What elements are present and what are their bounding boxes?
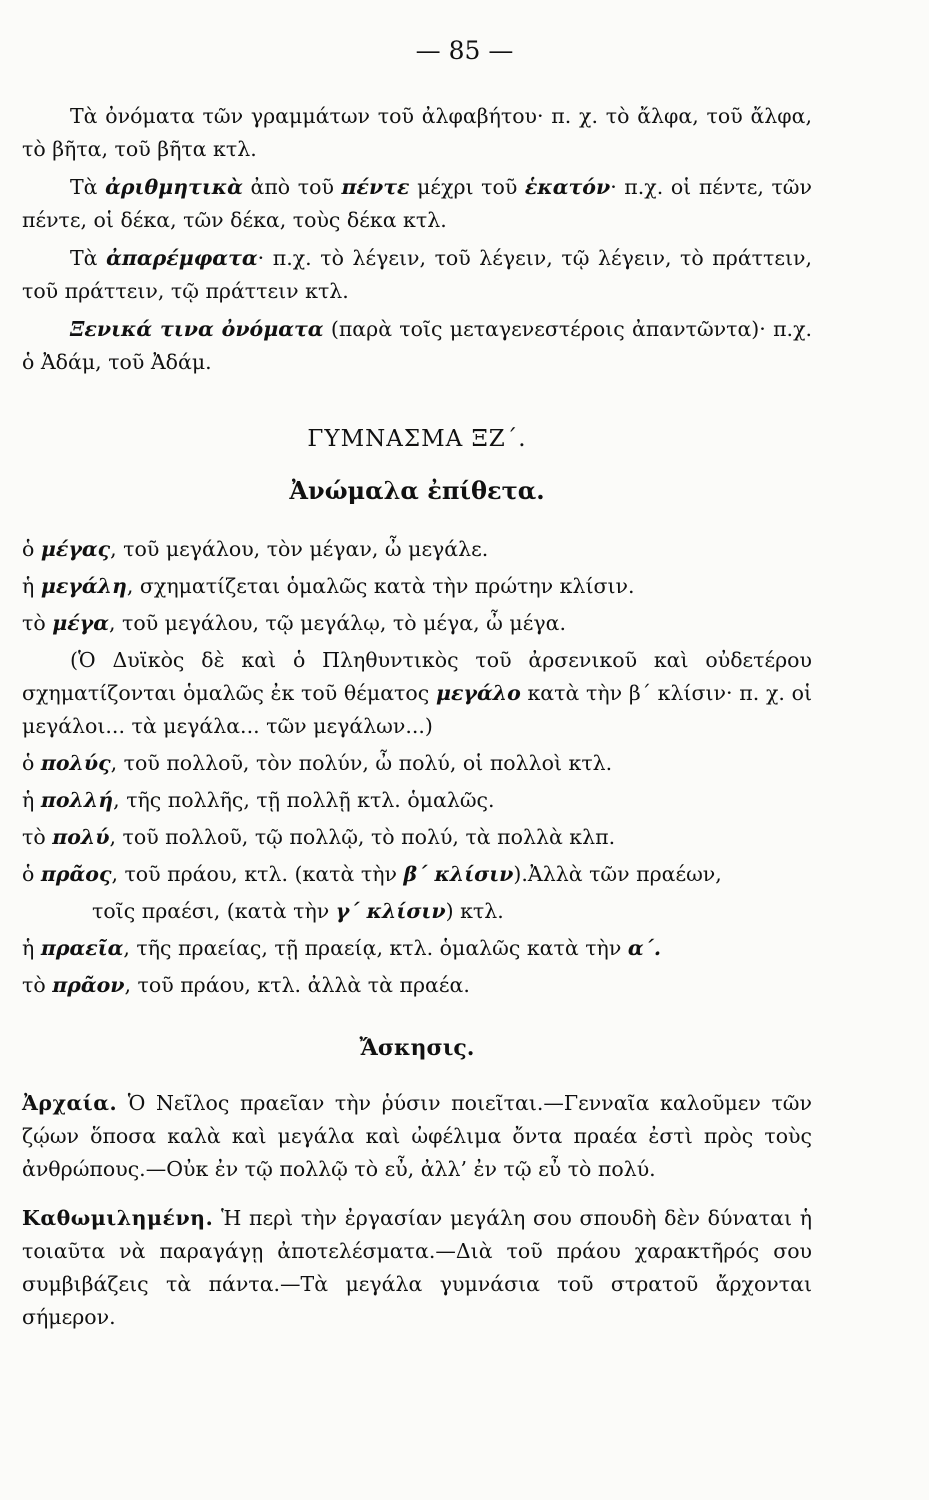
exercise-modern-label: Καθωμιλημένη. — [22, 1206, 214, 1230]
note-text-a: (Ὁ Δυϊκὸς δὲ καὶ ὁ Πληθυντικὸς τοῦ ἀρσενικοῦ καὶ οὐδετέρου σχηματίζονται ὁμαλῶς ἐκ τοῦ θέματος — [22, 648, 812, 705]
exercise-ancient — [22, 1087, 812, 1186]
paragraph-infinitives-lead: Τὰ — [70, 246, 107, 270]
forms-cont: ) κτλ. — [445, 899, 504, 923]
declension-ref: α΄. — [627, 936, 661, 960]
forms: , σχηματίζεται ὁμαλῶς κατὰ τὴν πρώτην κλίσιν. — [126, 574, 635, 598]
declension-line — [22, 533, 812, 566]
exercise-modern-text: Ἡ περὶ τὴν ἐργασίαν μεγάλη σου σπουδὴ δὲν δύναται ἡ τοιαῦτα νὰ παραγάγῃ ἀποτελέσματα.—Διὰ τοῦ πράου χαρακτῆρός σου συμβιβάζεις τὰ πάντα.—Τὰ μεγάλα γυμνάσια τοῦ στρατοῦ ἄρχονται σήμερον. — [22, 1206, 812, 1329]
exercise-heading: Ἄσκησις. — [359, 1035, 475, 1061]
paragraph-numerals-lead: Τὰ — [70, 175, 106, 199]
headword: μέγας — [40, 537, 111, 561]
exercise-ancient-text: Ὁ Νεῖλος πραεῖαν τὴν ῥύσιν ποιεῖται.—Γενναῖα καλοῦμεν τῶν ζῴων ὅποσα καλὰ καὶ μεγάλα καὶ ὠφέλιμα ὄντα πραέα ἐστὶ πρὸς τοὺς ἀνθρώπους.—Οὐκ ἐν τῷ πολλῷ τὸ εὖ, ἀλλ’ ἐν τῷ εὖ τὸ πολύ. — [22, 1091, 812, 1181]
note-text-b: κατὰ τὴν β΄ κλίσιν· π. χ. οἱ μεγάλοι... τὰ μεγάλα... τῶν μεγάλων...) — [22, 681, 812, 738]
declension-ref: γ΄ κλίσιν — [335, 899, 446, 923]
paragraph-numerals-rest: · π.χ. οἱ πέντε, τῶν πέντε, οἱ δέκα, τῶν δέκα, τοὺς δέκα κτλ. — [22, 175, 812, 232]
paragraph-numerals-mid2: μέχρι τοῦ — [409, 175, 525, 199]
declension-line — [22, 607, 812, 640]
paragraph-letter-names: Τὰ ὀνόματα τῶν γραμμάτων τοῦ ἀλφαβήτου· π. χ. τὸ ἄλφα, τοῦ ἄλφα, τὸ βῆτα, τοῦ βῆτα κτλ. — [22, 104, 812, 161]
article: τὸ — [22, 611, 53, 635]
declension-line — [22, 821, 812, 854]
paragraph-infinitives — [22, 242, 812, 308]
headword: πολύς — [40, 751, 111, 775]
term-numerals: ἀριθμητικὰ — [105, 175, 243, 199]
declension-line — [22, 784, 812, 817]
declension-line — [22, 858, 812, 891]
forms: , τῆς πραείας, τῇ πραείᾳ, κτλ. ὁμαλῶς κατὰ τὴν — [123, 936, 628, 960]
headword: πρᾶον — [52, 973, 125, 997]
headword: πρᾶος — [40, 862, 112, 886]
article: ἡ — [22, 788, 41, 812]
headword: μέγα — [52, 611, 109, 635]
exercise-title: ΓΥΜΝΑΣΜΑ ΞΖ΄. — [307, 426, 527, 452]
term-hundred: ἑκατόν — [524, 175, 611, 199]
dual-plural-note — [22, 644, 812, 743]
article: ἡ — [22, 574, 41, 598]
paragraph-numerals — [22, 171, 812, 237]
article: ὁ — [22, 751, 41, 775]
forms: τοῖς πραέσι, (κατὰ τὴν — [92, 899, 336, 923]
headword: μεγάλη — [40, 574, 127, 598]
forms: , τοῦ πράου, κτλ. (κατὰ τὴν — [111, 862, 404, 886]
headword: πραεῖα — [40, 936, 124, 960]
headword: πολλή — [40, 788, 114, 812]
forms: , τοῦ πολλοῦ, τῷ πολλῷ, τὸ πολύ, τὰ πολλὰ κλπ. — [109, 825, 616, 849]
forms: , τοῦ μεγάλου, τὸν μέγαν, ὦ μεγάλε. — [110, 537, 489, 561]
term-foreign-nouns: Ξενικά τινα ὀνόματα — [70, 317, 324, 341]
declension-line — [22, 932, 812, 965]
stem-term: μεγάλο — [435, 681, 521, 705]
paragraph-foreign-nouns-rest: (παρὰ τοῖς μεταγενεστέροις ἀπαντῶντα)· π.χ. ὁ Ἀδάμ, τοῦ Ἀδάμ. — [22, 317, 813, 374]
declension-line — [22, 969, 812, 1002]
page-body — [22, 100, 812, 1350]
article: ἡ — [22, 936, 41, 960]
paragraph-numerals-mid1: ἀπὸ τοῦ — [242, 175, 342, 199]
section-subtitle: Ἀνώμαλα ἐπίθετα. — [289, 476, 545, 505]
forms: , τοῦ μεγάλου, τῷ μεγάλῳ, τὸ μέγα, ὦ μέγα. — [108, 611, 566, 635]
forms-cont: ).Ἀλλὰ τῶν πραέων, — [513, 862, 722, 886]
exercise-modern — [22, 1202, 812, 1334]
forms: , τοῦ πολλοῦ, τὸν πολύν, ὦ πολύ, οἱ πολλοὶ κτλ. — [110, 751, 613, 775]
article: ὁ — [22, 862, 41, 886]
declension-line — [22, 747, 812, 780]
declension-line-continued — [22, 895, 812, 928]
declension-line — [22, 570, 812, 603]
headword: πολύ — [52, 825, 110, 849]
exercise-ancient-label: Ἀρχαία. — [22, 1091, 118, 1115]
declension-ref: β΄ κλίσιν — [403, 862, 514, 886]
page-number: — 85 — — [415, 36, 514, 65]
forms: , τῆς πολλῆς, τῇ πολλῇ κτλ. ὁμαλῶς. — [113, 788, 495, 812]
article: τὸ — [22, 973, 53, 997]
paragraph-infinitives-rest: · π.χ. τὸ λέγειν, τοῦ λέγειν, τῷ λέγειν, τὸ πράττειν, τοῦ πράττειν, τῷ πράττειν κτλ. — [22, 246, 812, 303]
term-infinitives: ἀπαρέμφατα — [106, 246, 258, 270]
paragraph-foreign-nouns — [22, 313, 812, 379]
article: τὸ — [22, 825, 53, 849]
forms: , τοῦ πράου, κτλ. ἀλλὰ τὰ πραέα. — [124, 973, 470, 997]
article: ὁ — [22, 537, 41, 561]
term-five: πέντε — [341, 175, 410, 199]
